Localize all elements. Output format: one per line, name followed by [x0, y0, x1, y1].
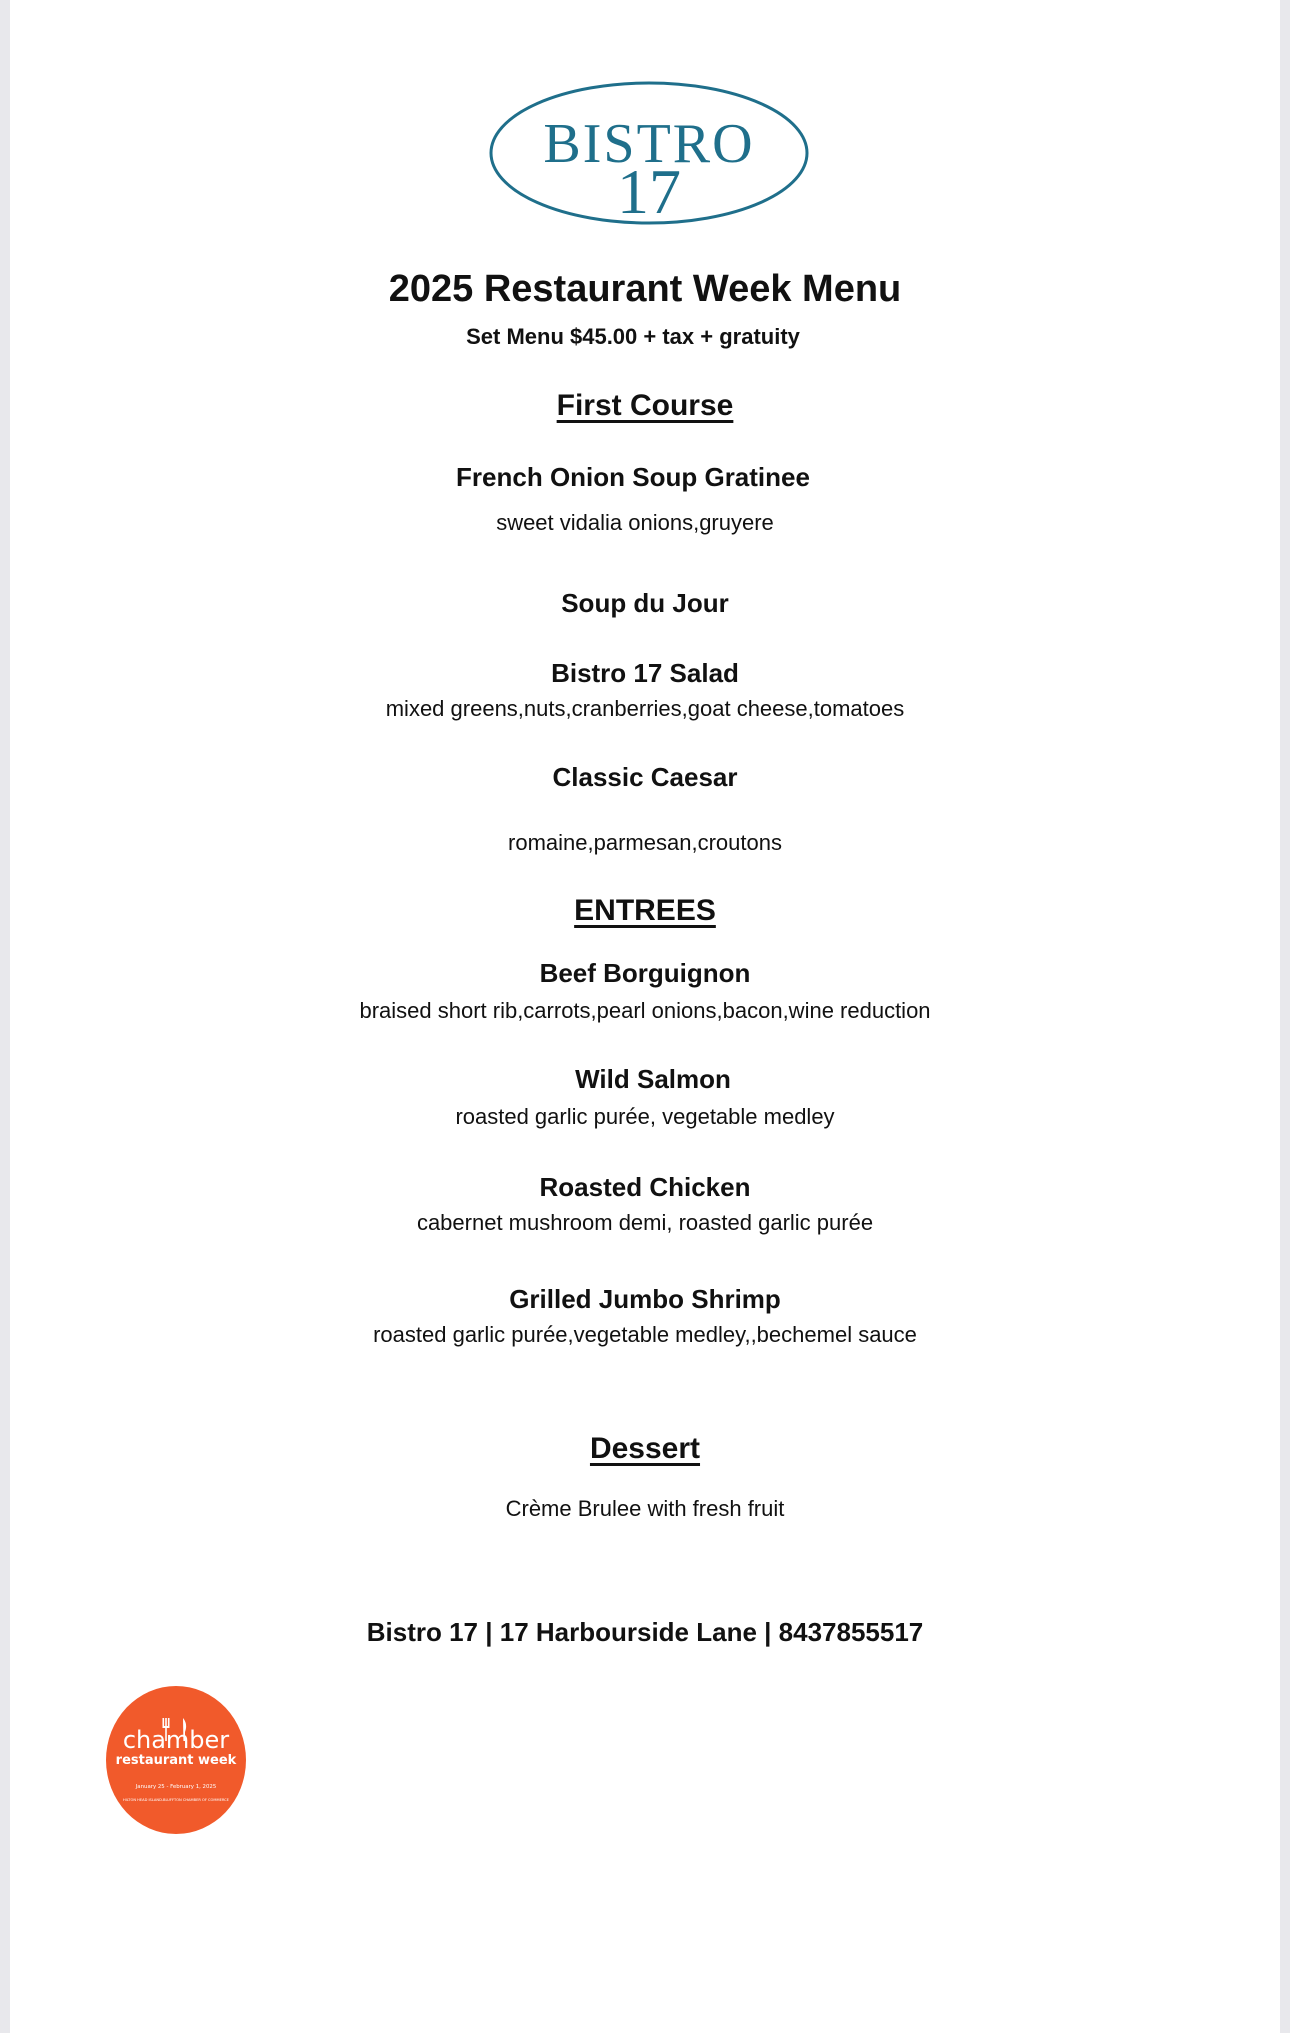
menu-item-name: Grilled Jumbo Shrimp	[509, 1284, 781, 1314]
menu-item-desc: roasted garlic purée,vegetable medley,,bechemel sauce	[373, 1322, 917, 1347]
badge-org-text: HILTON HEAD ISLAND-BLUFFTON CHAMBER OF COMMERCE	[123, 1798, 229, 1802]
menu-item-desc: cabernet mushroom demi, roasted garlic purée	[416, 1210, 874, 1235]
badge-dates-text: January 25 - February 1, 2025	[135, 1784, 217, 1790]
menu-item-name: Wild Salmon	[575, 1064, 731, 1094]
menu-item-desc: sweet vidalia onions,gruyere	[496, 510, 774, 535]
chamber-restaurant-week-badge	[104, 1684, 248, 1836]
menu-item-desc: roasted garlic purée, vegetable medley	[455, 1104, 835, 1129]
section-heading-first-course: First Course	[556, 389, 734, 422]
badge-restaurant-week-text: restaurant week	[115, 1753, 237, 1768]
menu-item-name: Roasted Chicken	[539, 1172, 751, 1202]
page-title: 2025 Restaurant Week Menu	[388, 268, 902, 310]
menu-item-name: Beef Borguignon	[539, 958, 751, 988]
menu-item-desc: romaine,parmesan,croutons	[508, 830, 782, 855]
menu-item-name: Classic Caesar	[552, 762, 738, 792]
menu-item-name: French Onion Soup Gratinee	[456, 462, 810, 492]
price-subtitle: Set Menu $45.00 + tax + gratuity	[466, 324, 800, 349]
bistro-17-logo	[486, 78, 812, 228]
menu-item-desc: braised short rib,carrots,pearl onions,bacon,wine reduction	[359, 998, 931, 1023]
menu-item-desc: Crème Brulee with fresh fruit	[505, 1496, 785, 1521]
section-heading-dessert: Dessert	[589, 1432, 701, 1465]
logo-number: 17	[617, 156, 681, 227]
menu-item-name: Soup du Jour	[561, 588, 729, 618]
menu-item-desc: mixed greens,nuts,cranberries,goat cheese,tomatoes	[385, 696, 905, 721]
badge-chamber-text: chamber	[122, 1726, 230, 1754]
restaurant-contact-footer: Bistro 17 | 17 Harbourside Lane | 8437855517	[366, 1617, 924, 1647]
section-heading-entrees: ENTREES	[574, 894, 716, 927]
menu-page	[10, 0, 1280, 2033]
logo-wordmark: BISTRO	[543, 113, 755, 175]
menu-item-name: Bistro 17 Salad	[551, 658, 739, 688]
